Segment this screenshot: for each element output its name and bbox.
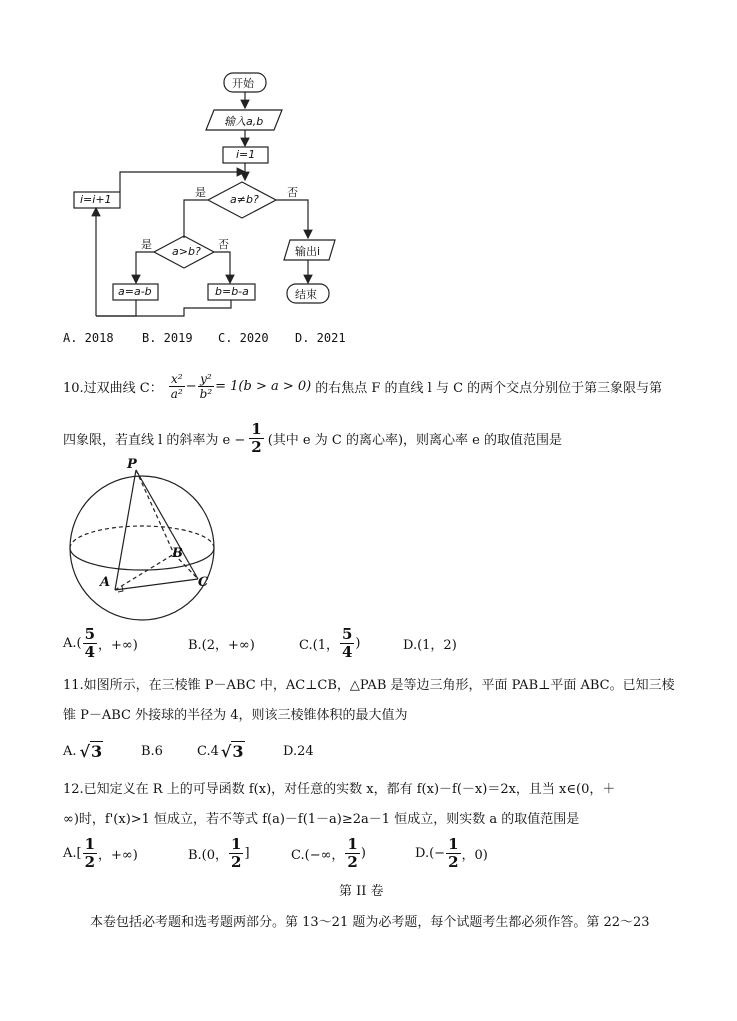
flowchart-diagram (0, 0, 737, 330)
q11-opt-d-text: D.24 (283, 743, 314, 759)
flow-init-label: i=1 (236, 148, 256, 161)
q10-frac-y-num: y² (198, 373, 215, 387)
q12-opt-d-post: ，0) (461, 847, 488, 863)
q10-minus: − (185, 378, 197, 394)
edge-AC (115, 579, 198, 590)
q10-line2-suffix: (其中 e 为 C 的离心率)，则离心率 e 的取值范围是 (267, 432, 562, 448)
q9-option-b: B. 2019 (142, 331, 193, 345)
q12-opt-c-num: 1 (347, 834, 358, 853)
label-B: B (172, 546, 183, 561)
label-C: C (198, 575, 209, 590)
q12-line2: ∞)时，f'(x)>1 恒成立，若不等式 f(a)－f(1－a)≥2a－1 恒成立，则实数 a 的取值范围是 (63, 812, 580, 827)
flow-yes1-label: 是 (195, 186, 206, 199)
flow-assign2-label: b=b-a (215, 285, 249, 298)
q11-option-a (63, 738, 103, 764)
q12-opt-d-frac (446, 834, 460, 871)
flow-assign1-label: a=a-b (118, 285, 152, 298)
q10-eq-tail: = 1(b > a > 0) (215, 378, 312, 394)
q12-option-c (291, 834, 366, 872)
q11-opt-a-label: A. (63, 743, 77, 759)
flow-no1-label: 否 (287, 186, 298, 199)
sphere-outline (70, 476, 214, 620)
q11-line2: 锥 P－ABC 外接球的半径为 4，则该三棱锥体积的最大值为 (63, 708, 408, 723)
q12-opt-b-den: 2 (231, 852, 242, 871)
q12-options (63, 834, 523, 872)
edge-AB (115, 554, 174, 590)
q10-opt-a-frac (83, 624, 97, 661)
q10-opt-c-den: 4 (341, 642, 353, 661)
q12-opt-b-frac (229, 834, 243, 871)
q10-opt-c-pre: C.(1， (299, 637, 339, 653)
q12-opt-c-frac (345, 834, 359, 871)
q10-frac-x-num: x² (169, 373, 185, 387)
flow-output-label: 输出i (295, 245, 321, 258)
q12-opt-b-num: 1 (231, 834, 242, 853)
q11-opt-c-radicand: 3 (232, 741, 244, 761)
section-title: 第 II 卷 (339, 884, 384, 899)
q12-option-b (188, 834, 250, 872)
q10-opt-c-frac (340, 624, 354, 661)
q12-opt-a-den: 2 (84, 852, 96, 871)
q10-opt-a-den: 4 (84, 642, 96, 661)
flow-input-label: 输入a,b (224, 115, 264, 128)
q10-opt-d-text: D.(1，2) (403, 637, 457, 653)
q11-option-d (283, 738, 314, 764)
q10-opt-c-num: 5 (341, 624, 353, 643)
q10-option-c (299, 624, 360, 662)
q9-option-d: D. 2021 (295, 331, 346, 345)
q12-opt-c-pre: C.(−∞， (291, 847, 345, 863)
q9-option-c: C. 2020 (218, 331, 269, 345)
edge-PA (115, 470, 136, 590)
q11-opt-a-radicand: 3 (91, 741, 103, 761)
q10-opt-a-pre: A.( (63, 635, 82, 651)
edge-PB (136, 470, 174, 554)
pyramid-sphere-figure (60, 458, 230, 628)
q11-opt-a-sqrt (80, 742, 104, 761)
q10-line2-prefix: 四象限，若直线 l 的斜率为 e − (63, 432, 246, 448)
q9-option-a: A. 2018 (63, 331, 114, 345)
q10-option-b (188, 624, 255, 662)
q10-suffix: 的右焦点 F 的直线 l 与 C 的两个交点分别位于第三象限与第 (315, 380, 663, 396)
q12-opt-a-num: 1 (84, 834, 96, 853)
flow-cond1-label: a≠b? (230, 193, 259, 206)
q11-opt-a-radical: √ (79, 741, 91, 761)
q12-line1: 12.已知定义在 R 上的可导函数 f(x)，对任意的实数 x，都有 f(x)－f(－x)＝2x，且当 x∈(0，＋ (63, 782, 616, 797)
flow-cond2-label: a>b? (172, 245, 201, 258)
q11-opt-c-radical: √ (220, 741, 232, 761)
section-intro: 本卷包括必考题和选考题两部分。第 13～21 题为必考题，每个试题考生都必须作答。第 22～23 (90, 915, 650, 930)
flow-incr-label: i=i+1 (80, 193, 112, 206)
q10-opt-a-num: 5 (84, 624, 96, 643)
q10-opt-b-text: B.(2，+∞) (188, 637, 255, 653)
q12-opt-a-pre: A.[ (63, 845, 82, 861)
q10-option-d (403, 624, 457, 662)
q10-frac-y-den: b² (199, 386, 213, 401)
q12-option-a (63, 834, 138, 872)
q12-opt-b-pre: B.(0， (188, 847, 229, 863)
flow-end-label: 结束 (295, 288, 317, 301)
q10-prefix: 10.过双曲线 C： (63, 380, 163, 396)
q12-opt-d-pre: D.(− (415, 845, 446, 861)
equator-back (70, 526, 214, 548)
flow-yes2-label: 是 (141, 238, 152, 251)
label-P: P (127, 457, 137, 472)
q11-opt-c-label: C.4 (197, 743, 219, 759)
q12-opt-a-frac (83, 834, 97, 871)
q11-opt-b-text: B.6 (141, 743, 163, 759)
q10-half-den: 2 (251, 437, 262, 456)
q10-frac-x (169, 373, 185, 400)
q10-line2 (63, 418, 562, 458)
label-A: A (100, 575, 111, 590)
equator-front (70, 548, 214, 570)
q12-opt-b-post: ] (244, 845, 250, 861)
q10-line1 (63, 366, 662, 406)
q12-opt-c-den: 2 (347, 852, 358, 871)
q11-options (63, 738, 363, 764)
q12-opt-c-post: ) (360, 845, 366, 861)
q11-option-c (197, 738, 245, 764)
flow-start-label: 开始 (232, 77, 254, 90)
q12-opt-d-num: 1 (448, 834, 459, 853)
q12-opt-a-post: ，+∞) (98, 847, 138, 863)
q10-opt-a-post: ，+∞) (98, 637, 138, 653)
q11-opt-c-sqrt (221, 742, 245, 761)
flow-no2-label: 否 (218, 238, 229, 251)
q10-options (63, 624, 483, 662)
q10-frac-y (198, 373, 215, 400)
q11-line1: 11.如图所示，在三棱锥 P－ABC 中，AC⊥CB，△PAB 是等边三角形，平面 PAB⊥平面 ABC。已知三棱 (63, 678, 675, 693)
q10-option-a (63, 624, 138, 662)
q10-half-num: 1 (251, 419, 262, 438)
q10-frac-x-den: a² (170, 386, 183, 401)
q11-option-b (141, 738, 163, 764)
edge-PC (136, 470, 198, 579)
q12-option-d (415, 834, 488, 872)
q10-half (249, 419, 263, 456)
q10-opt-c-post: ) (355, 635, 361, 651)
q12-opt-d-den: 2 (448, 852, 459, 871)
